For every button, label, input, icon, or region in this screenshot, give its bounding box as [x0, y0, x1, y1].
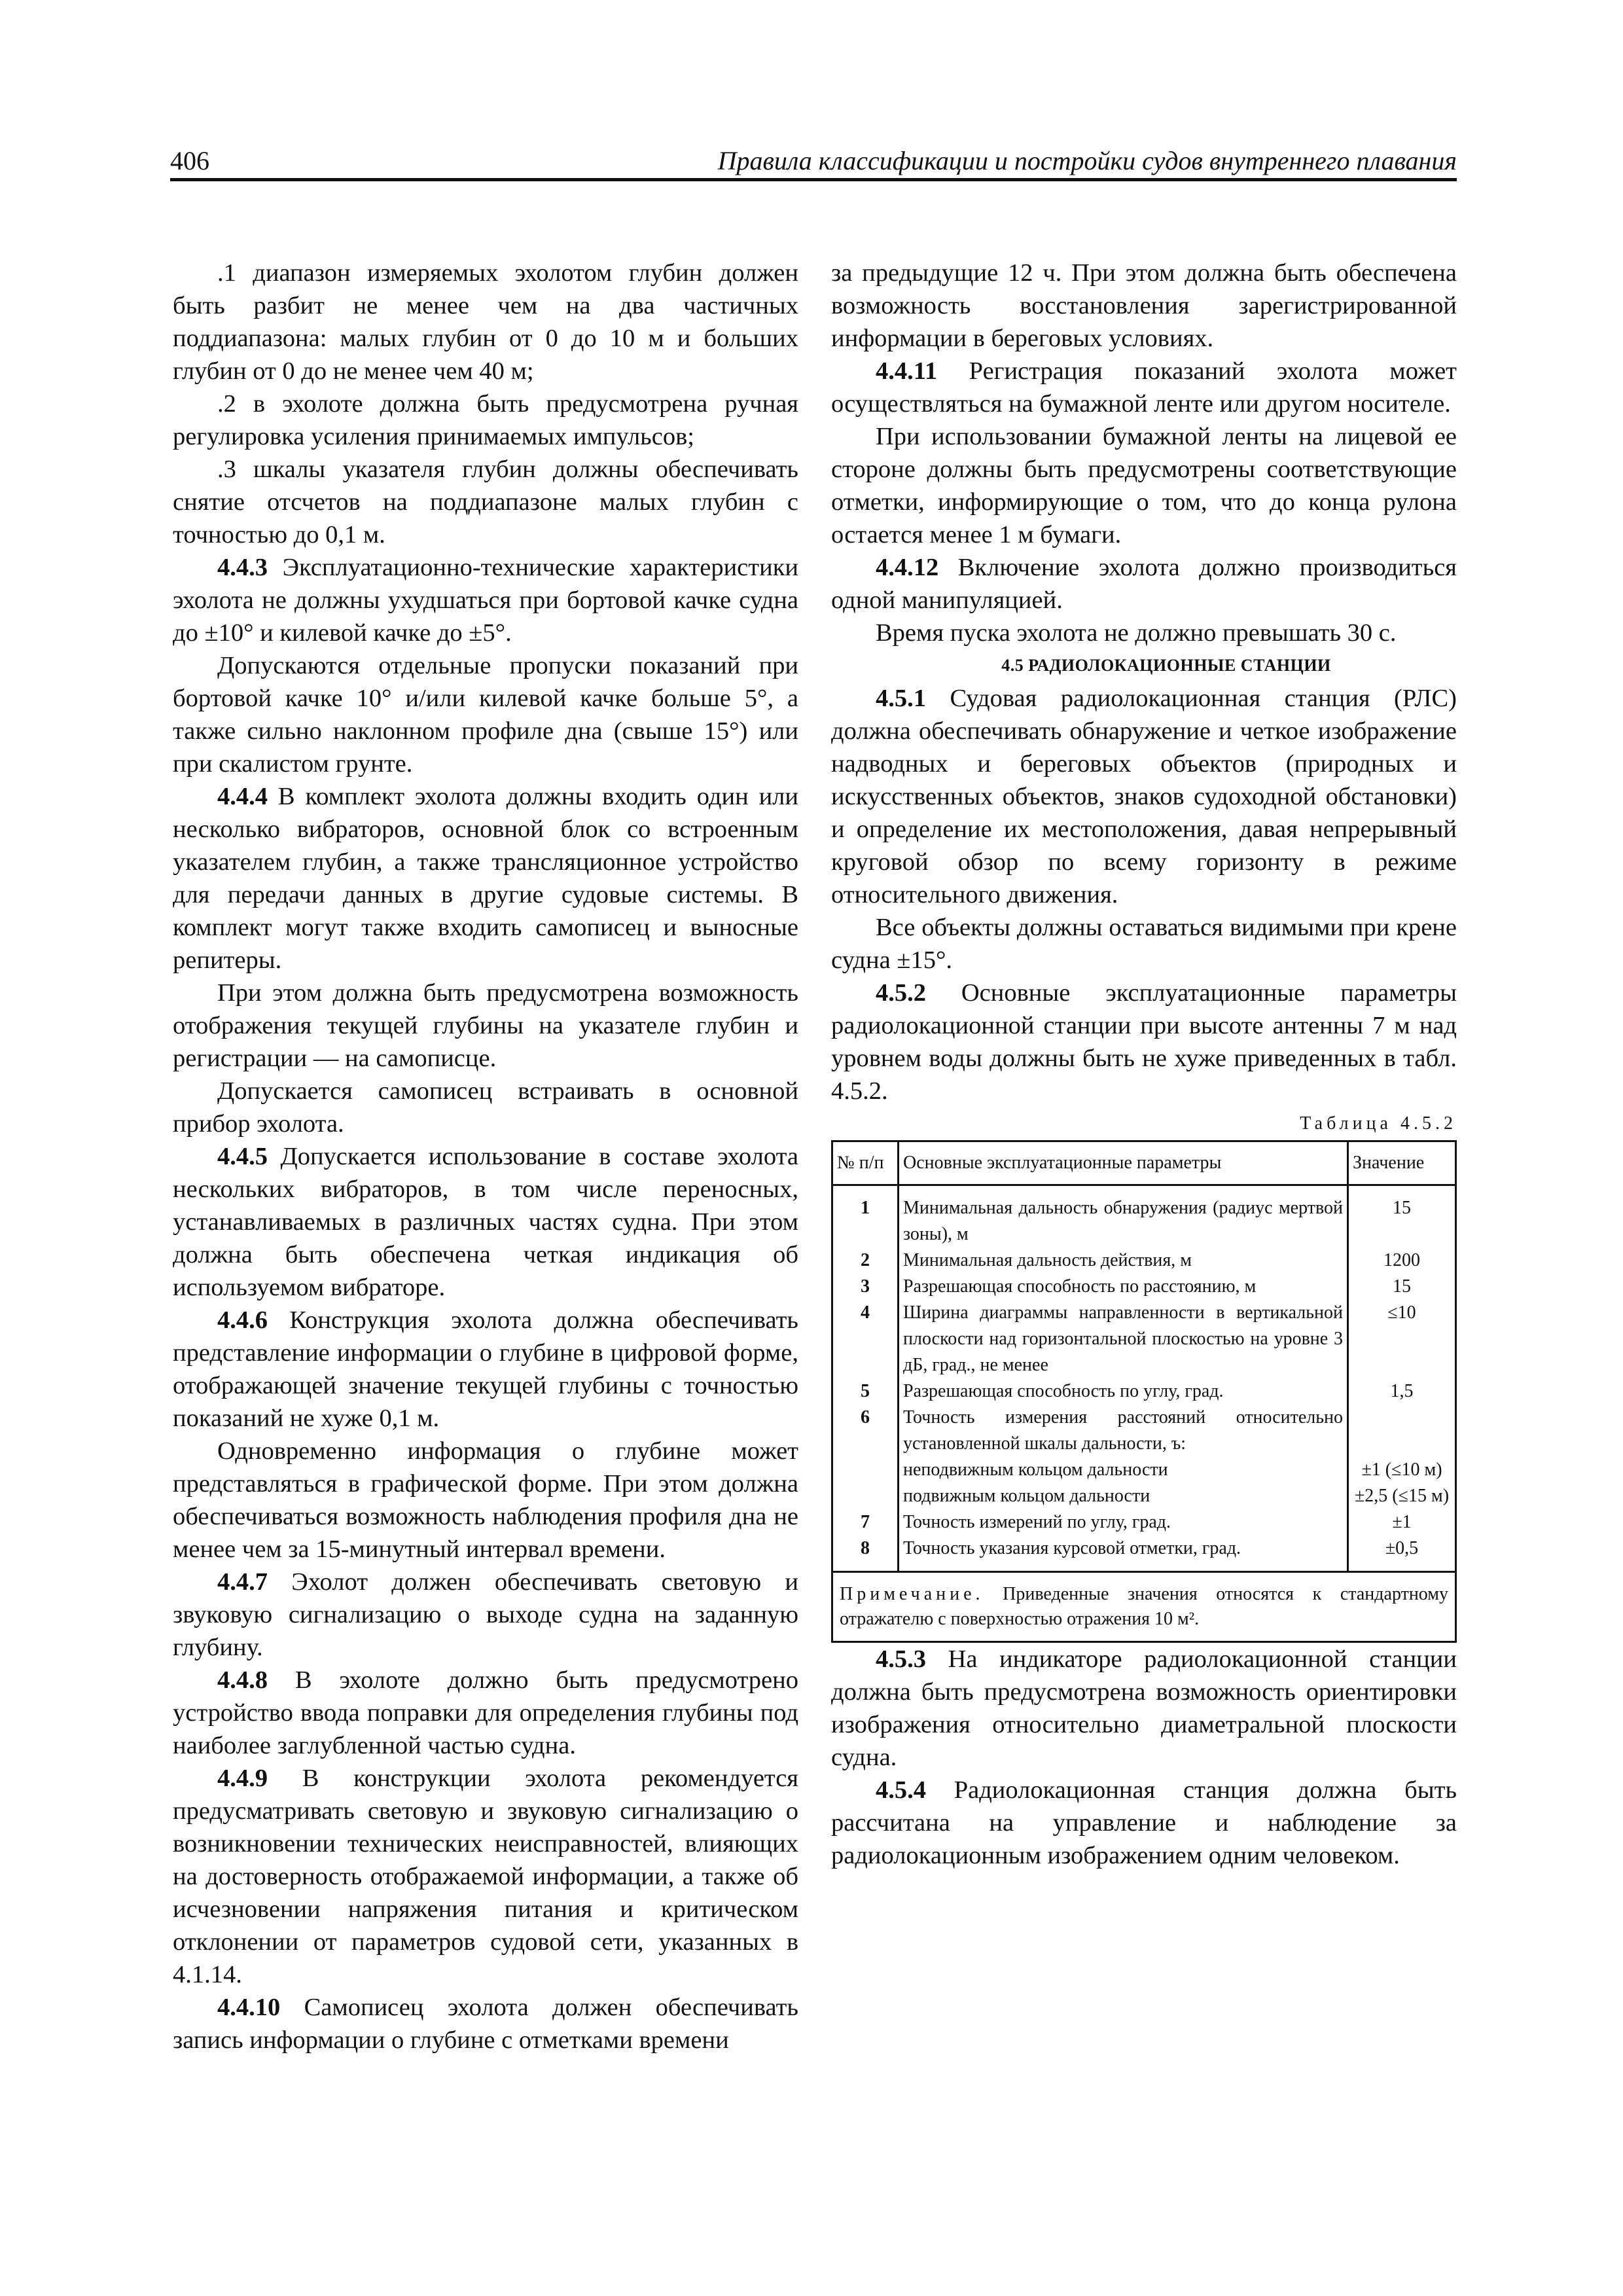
table-row: [832, 1185, 1456, 1248]
clause-number: 4.4.11: [876, 357, 938, 385]
row-number: 3: [832, 1274, 899, 1300]
row-value: ±0,5: [1385, 1538, 1419, 1558]
page-number: 406: [170, 146, 209, 175]
row-value: 1200: [1383, 1250, 1420, 1270]
clause-text: Регистрация показаний эхолота может осуществляться на бумажной ленте или другом носителе.: [831, 357, 1457, 418]
note-label: Примечание.: [840, 1584, 984, 1604]
clause-text: Эхолот должен обеспечивать световую и звуковую сигнализацию о выходе судна на заданную глубину.: [173, 1568, 798, 1661]
row-parameter: Точность указания курсовой отметки, град.: [899, 1535, 1348, 1572]
paragraph: [831, 1774, 1457, 1872]
clause-number: 4.4.7: [217, 1568, 268, 1596]
paragraph: [173, 1991, 798, 2056]
parameters-table: [831, 1140, 1457, 1643]
header-rule: [170, 178, 1457, 181]
table-header-row: [832, 1141, 1456, 1185]
row-value: ±2,5 (≤15 м): [1354, 1486, 1450, 1506]
row-number: 4: [832, 1300, 899, 1378]
paragraph: Все объекты должны оставаться видимыми при крене судна ±15°.: [831, 914, 1457, 974]
paragraph: При использовании бумажной ленты на лицевой ее стороне должны быть предусмотрены соответствующие отметки, информирующие о том, что до конца рулона остается менее 1 м бумаги.: [831, 423, 1457, 548]
row-number: 7: [832, 1509, 899, 1535]
row-value: [1348, 1405, 1456, 1457]
clause-number: 4.5.1: [876, 685, 926, 712]
clause-text: Основные эксплуатационные параметры радиолокационной станции при высоте антенны 7 м над уровнем воды должны быть не хуже приведенных в табл. 4.5.2.: [831, 979, 1457, 1105]
clause-number: 4.5.3: [876, 1645, 926, 1673]
clause-text: В конструкции эхолота рекомендуется предусматривать световую и звуковую сигнализацию о возникновении технических неисправностей, влияющих на достоверность отображаемой информации, а также об исчезновении напряжения питания и критическом отклонении от параметров судовой сети, указанных в 4.1.14.: [173, 1765, 799, 1988]
clause-number: 4.4.5: [217, 1143, 268, 1170]
paragraph: [173, 1664, 798, 1762]
right-column: [831, 257, 1457, 1872]
row-value: 15: [1393, 1276, 1411, 1297]
paragraph: [831, 355, 1457, 420]
paragraph: [831, 682, 1457, 911]
column-header: № п/п: [832, 1141, 899, 1185]
row-parameter: подвижным кольцом дальности: [899, 1483, 1348, 1509]
row-number: 6: [832, 1405, 899, 1457]
paragraph: [173, 1566, 798, 1664]
table-row: [832, 1483, 1456, 1509]
clause-text: Конструкция эхолота должна обеспечивать представление информации о глубине в цифровой форме, отображающей значение текущей глубины с точностью показаний не хуже 0,1 м.: [173, 1306, 798, 1432]
row-value: 15: [1393, 1198, 1411, 1218]
clause-text: Судовая радиолокационная станция (РЛС) должна обеспечивать обнаружение и четкое изображение надводных и береговых объектов (природных и искусственных объектов, знаков судоходной обстановки) и определение их местоположения, давая непрерывный круговой обзор по всему горизонту в режиме относительного движения.: [831, 685, 1457, 908]
section-title: 4.5 РАДИОЛОКАЦИОННЫЕ СТАНЦИИ: [1001, 656, 1331, 675]
paragraph: Время пуска эхолота не должно превышать 30 с.: [876, 619, 1397, 647]
paragraph: за предыдущие 12 ч. При этом должна быть обеспечена возможность восстановления зарегистрированной информации в береговых условиях.: [831, 259, 1457, 352]
paragraph: [173, 1304, 798, 1435]
row-parameter: Точность измерения расстояний относительно установленной шкалы дальности, ъ:: [899, 1405, 1348, 1457]
paragraph: .3 шкалы указателя глубин должны обеспечивать снятие отсчетов на поддиапазоне малых глубин с точностью до 0,1 м.: [173, 456, 798, 548]
table-row: [832, 1535, 1456, 1572]
row-parameter: Минимальная дальность действия, м: [899, 1247, 1348, 1274]
clause-number: 4.4.12: [876, 554, 939, 581]
table-row: [832, 1247, 1456, 1274]
clause-number: 4.4.8: [217, 1666, 268, 1694]
row-parameter: Минимальная дальность обнаружения (радиус мертвой зоны), м: [899, 1185, 1348, 1248]
paragraph: [831, 977, 1457, 1107]
table-row: [832, 1300, 1456, 1378]
paragraph: [831, 551, 1457, 617]
paragraph: Одновременно информация о глубине может представляться в графической форме. При этом должна обеспечиваться возможность наблюдения профиля дна не менее чем за 15-минутный интервал времени.: [173, 1437, 798, 1563]
running-title: Правила классификации и постройки судов внутреннего плавания: [717, 146, 1457, 175]
row-value: ±1: [1392, 1512, 1412, 1532]
paragraph: Допускаются отдельные пропуски показаний при бортовой качке 10° и/или килевой качке больше 5°, а также сильно наклонном профиле дна (свыше 15°) или при скалистом грунте.: [173, 652, 798, 778]
row-value: ≤10: [1387, 1302, 1416, 1323]
paragraph: [831, 1643, 1457, 1774]
column-header: Значение: [1348, 1141, 1456, 1185]
note-text: Приведенные значения относятся к стандартному отражателю с поверхностью отражения 10 м².: [840, 1584, 1448, 1629]
clause-text: Включение эхолота должно производиться одной манипуляцией.: [831, 554, 1457, 614]
table-row: [832, 1405, 1456, 1457]
clause-text: В эхолоте должно быть предусмотрено устройство ввода поправки для определения глубины под наиболее заглубленной частью судна.: [173, 1666, 798, 1759]
row-number: 2: [832, 1247, 899, 1274]
paragraph: [173, 1140, 798, 1304]
clause-text: На индикаторе радиолокационной станции должна быть предусмотрена возможность ориентировки изображения относительно диаметральной плоскости судна.: [831, 1645, 1457, 1771]
clause-number: 4.4.9: [217, 1765, 268, 1792]
table-row: [832, 1274, 1456, 1300]
row-number: [832, 1483, 899, 1509]
clause-number: 4.4.10: [217, 1994, 281, 2021]
row-number: [832, 1457, 899, 1483]
clause-text: Самописец эхолота должен обеспечивать запись информации о глубине с отметками времени: [173, 1994, 798, 2054]
table-row: [832, 1509, 1456, 1535]
clause-text: Эксплуатационно-технические характеристики эхолота не должны ухудшаться при бортовой качке судна до ±10° и килевой качке до ±5°.: [173, 554, 799, 647]
row-number: 8: [832, 1535, 899, 1572]
clause-text: Допускается использование в составе эхолота нескольких вибраторов, в том числе переносных, устанавливаемых в различных частях судна. При этом должна быть обеспечена четкая индикация об используемом вибраторе.: [173, 1143, 798, 1301]
paragraph: При этом должна быть предусмотрена возможность отображения текущей глубины на указателе глубин и регистрации — на самописце.: [173, 979, 798, 1072]
table-note: [832, 1572, 1456, 1642]
row-parameter: Разрешающая способность по углу, град.: [899, 1378, 1348, 1405]
row-number: 1: [832, 1185, 899, 1248]
paragraph: [173, 551, 798, 649]
paragraph: .2 в эхолоте должна быть предусмотрена ручная регулировка усиления принимаемых импульсов;: [173, 390, 798, 450]
row-value: ±1 (≤10 м): [1361, 1460, 1442, 1480]
paragraph: Допускается самописец встраивать в основной прибор эхолота.: [173, 1077, 798, 1138]
clause-number: 4.5.2: [876, 979, 926, 1007]
left-column: [173, 257, 798, 2056]
column-header: Основные эксплуатационные параметры: [899, 1141, 1348, 1185]
table-row: [832, 1378, 1456, 1405]
row-number: 5: [832, 1378, 899, 1405]
table-caption: Таблица 4.5.2: [1300, 1113, 1457, 1134]
clause-number: 4.4.4: [217, 783, 268, 810]
clause-text: Радиолокационная станция должна быть рассчитана на управление и наблюдение за радиолокационным изображением одним человеком.: [831, 1776, 1457, 1869]
clause-number: 4.5.4: [876, 1776, 926, 1804]
paragraph: .1 диапазон измеряемых эхолотом глубин должен быть разбит не менее чем на два частичных поддиапазона: малых глубин от 0 до 10 м и больших глубин от 0 до не менее чем 40 м;: [173, 259, 798, 385]
row-parameter: Точность измерений по углу, град.: [899, 1509, 1348, 1535]
page-header: [170, 145, 1457, 179]
clause-number: 4.4.3: [217, 554, 268, 581]
paragraph: [173, 780, 798, 977]
row-parameter: Разрешающая способность по расстоянию, м: [899, 1274, 1348, 1300]
row-value: 1,5: [1390, 1381, 1414, 1401]
clause-text: В комплект эхолота должны входить один или несколько вибраторов, основной блок со встроенным указателем глубин, а также трансляционное устройство для передачи данных в другие судовые системы. В комплект могут также входить самописец и выносные репитеры.: [173, 783, 798, 974]
row-parameter: неподвижным кольцом дальности: [899, 1457, 1348, 1483]
paragraph: [173, 1762, 798, 1991]
row-parameter: Ширина диаграммы направленности в вертикальной плоскости над горизонтальной плоскостью на уровне 3 дБ, град., не менее: [899, 1300, 1348, 1378]
clause-number: 4.4.6: [217, 1306, 268, 1334]
table-note-row: [832, 1572, 1456, 1642]
table-row: [832, 1457, 1456, 1483]
